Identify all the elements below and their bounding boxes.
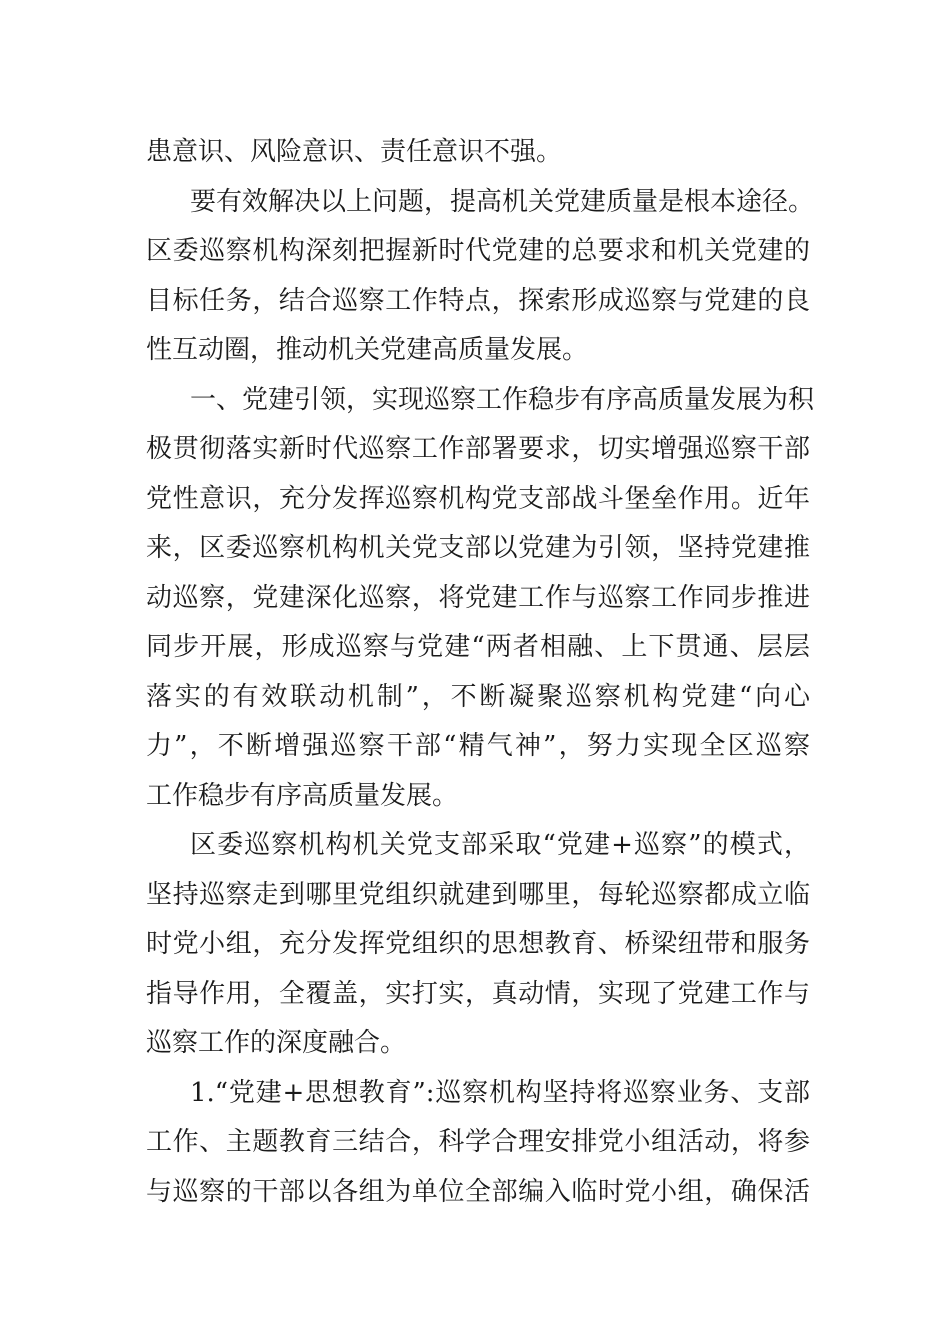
- section-heading-line: 一、党建引领，实现巡察工作稳步有序高质量发展为积: [190, 385, 815, 415]
- text-line: 同步开展，形成巡察与党建“两者相融、上下贯通、层层: [146, 632, 810, 662]
- text-line: 党性意识，充分发挥巡察机构党支部战斗堡垒作用。近年: [146, 484, 810, 514]
- text-line: 工作、主题教育三结合，科学合理安排党小组活动，将参: [146, 1127, 810, 1157]
- text-line: 与巡察的干部以各组为单位全部编入临时党小组，确保活: [146, 1177, 810, 1207]
- text-line: 落实的有效联动机制”，不断凝聚巡察机构党建“向心: [146, 682, 810, 712]
- text-line: 患意识、风险意识、责任意识不强。: [146, 137, 563, 167]
- text-line: 指导作用，全覆盖，实打实，真动情，实现了党建工作与: [146, 979, 810, 1009]
- paragraph-first-line: 区委巡察机构机关党支部采取“党建+巡察”的模式，: [190, 830, 810, 860]
- text-line: 坚持巡察走到哪里党组织就建到哪里，每轮巡察都成立临: [146, 880, 810, 910]
- text-line: 极贯彻落实新时代巡察工作部署要求，切实增强巡察干部: [146, 434, 810, 464]
- numbered-item-line: 1.“党建+思想教育”:巡察机构坚持将巡察业务、支部: [190, 1078, 810, 1108]
- text-line: 力”，不断增强巡察干部“精气神”，努力实现全区巡察: [146, 731, 810, 761]
- text-line: 目标任务，结合巡察工作特点，探索形成巡察与党建的良: [146, 286, 810, 316]
- text-line: 区委巡察机构深刻把握新时代党建的总要求和机关党建的: [146, 236, 810, 266]
- paragraph-first-line: 要有效解决以上问题，提高机关党建质量是根本途径。: [190, 187, 815, 217]
- text-line: 工作稳步有序高质量发展。: [146, 781, 459, 811]
- text-line: 来，区委巡察机构机关党支部以党建为引领，坚持党建推: [146, 533, 810, 563]
- text-line: 动巡察，党建深化巡察，将党建工作与巡察工作同步推进: [146, 583, 810, 613]
- text-line: 时党小组，充分发挥党组织的思想教育、桥梁纽带和服务: [146, 929, 810, 959]
- text-line: 巡察工作的深度融合。: [146, 1028, 407, 1058]
- text-line: 性互动圈，推动机关党建高质量发展。: [146, 335, 589, 365]
